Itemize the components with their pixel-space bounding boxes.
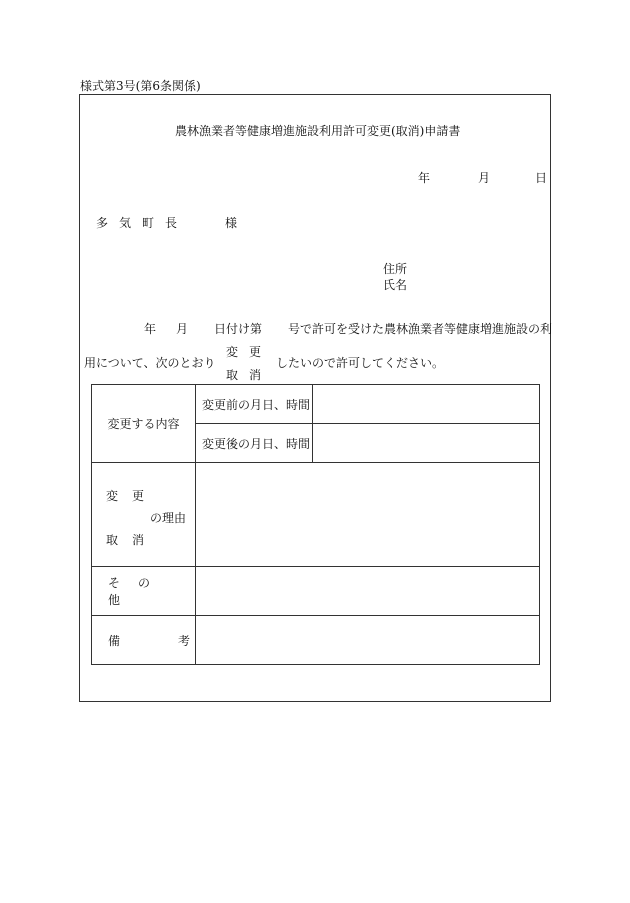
remarks-label-1: 備: [108, 633, 121, 648]
other-label: その他: [92, 567, 196, 616]
remarks-field[interactable]: [196, 616, 540, 665]
addressee-name: 多気町長: [96, 216, 189, 230]
reason-change-label: 変更: [106, 489, 159, 503]
before-datetime-field[interactable]: [313, 385, 540, 424]
change-table: [91, 384, 540, 665]
choice-cancel: 取消: [226, 368, 273, 382]
date-year-label: 年: [418, 171, 431, 185]
applicant-name-label: 氏名: [383, 278, 408, 292]
applicant-address-label: 住所: [383, 262, 408, 276]
other-field[interactable]: [196, 567, 540, 616]
body-line-2-tail: したいので許可してください。: [276, 356, 445, 370]
document-title: 農林漁業者等健康増進施設利用許可変更(取消)申請書: [175, 124, 461, 138]
change-content-label: 変更する内容: [92, 385, 196, 463]
remarks-label-cell: [92, 616, 196, 665]
reason-cancel-label: 取消: [106, 533, 159, 547]
date-day-label: 日: [535, 171, 548, 185]
reason-field[interactable]: [196, 463, 540, 567]
reason-suffix-label: の理由: [150, 511, 187, 525]
remarks-label-2: 考: [178, 633, 191, 648]
after-datetime-label: 変更後の月日、時間: [196, 424, 313, 463]
choice-change: 変更: [226, 345, 273, 359]
body-year: 年: [144, 322, 157, 336]
before-datetime-label: 変更前の月日、時間: [196, 385, 313, 424]
body-month: 月: [176, 322, 189, 336]
reason-label-cell: [92, 463, 196, 567]
body-permit-text: 号で許可を受けた農林漁業者等健康増進施設の利: [288, 322, 553, 336]
addressee-honorific: 様: [225, 216, 238, 230]
body-dated: 日付け第: [214, 322, 263, 336]
form-number-label: 様式第3号(第6条関係): [80, 79, 201, 93]
date-month-label: 月: [478, 171, 491, 185]
after-datetime-field[interactable]: [313, 424, 540, 463]
body-line-2-lead: 用について、次のとおり: [84, 356, 216, 370]
